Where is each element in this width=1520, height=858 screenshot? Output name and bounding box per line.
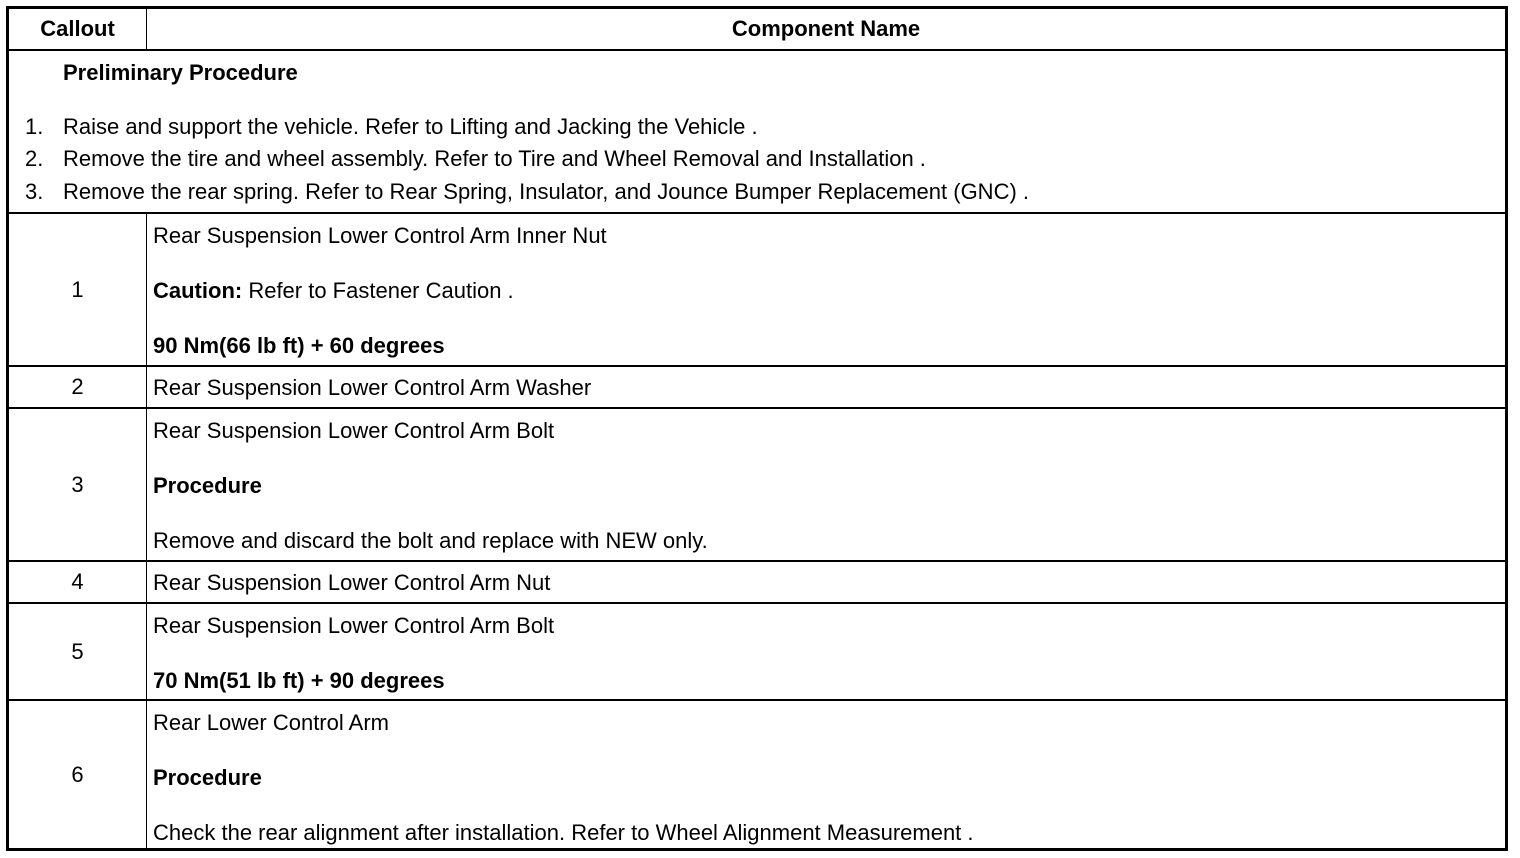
step-text: Remove the tire and wheel assembly. Refer to Tire and Wheel Removal and Installation . [63, 146, 926, 171]
callout-number: 1 [9, 214, 147, 365]
procedure-text: Check the rear alignment after installation. Refer to Wheel Alignment Measurement . [153, 820, 974, 845]
component-name: Rear Suspension Lower Control Arm Bolt [153, 418, 555, 443]
procedure-label: Procedure [153, 473, 262, 498]
component-cell [147, 214, 1505, 365]
callout-number: 5 [9, 604, 147, 699]
component-cell [147, 701, 1505, 848]
preliminary-step [25, 145, 926, 173]
step-number: 3. [25, 179, 44, 204]
component-cell [147, 562, 1505, 602]
preliminary-procedure-title: Preliminary Procedure [63, 60, 298, 85]
component-name: Rear Suspension Lower Control Arm Inner Nut [153, 223, 607, 248]
procedure-label: Procedure [153, 765, 262, 790]
callout-number: 6 [9, 701, 147, 848]
callout-number: 2 [9, 367, 147, 407]
procedure-text: Remove and discard the bolt and replace with NEW only. [153, 528, 708, 553]
step-text: Raise and support the vehicle. Refer to Lifting and Jacking the Vehicle . [63, 114, 758, 139]
table-row [9, 562, 1505, 604]
header-callout: Callout [9, 9, 147, 49]
component-name: Rear Suspension Lower Control Arm Washer [153, 375, 592, 400]
component-cell [147, 604, 1505, 699]
preliminary-procedure-row [9, 51, 1505, 214]
preliminary-step [25, 113, 758, 141]
step-number: 1. [25, 114, 44, 139]
table-row [9, 409, 1505, 562]
callout-number: 3 [9, 409, 147, 560]
torque-spec: 90 Nm(66 lb ft) + 60 degrees [153, 333, 445, 358]
component-name: Rear Lower Control Arm [153, 710, 389, 735]
component-name: Rear Suspension Lower Control Arm Bolt [153, 613, 555, 638]
step-number: 2. [25, 146, 44, 171]
caution-text: Refer to Fastener Caution . [242, 278, 514, 303]
caution-label: Caution: [153, 278, 243, 303]
component-cell [147, 367, 1505, 407]
step-text: Remove the rear spring. Refer to Rear Spring, Insulator, and Jounce Bumper Replacement (GNC) . [63, 179, 1030, 204]
table-row [9, 367, 1505, 409]
header-component-name: Component Name [731, 16, 921, 41]
torque-spec: 70 Nm(51 lb ft) + 90 degrees [153, 668, 445, 693]
table-row [9, 701, 1505, 848]
preliminary-step [25, 178, 1029, 206]
table-row [9, 214, 1505, 367]
table-row [9, 604, 1505, 701]
component-cell [147, 409, 1505, 560]
component-name: Rear Suspension Lower Control Arm Nut [153, 570, 551, 595]
callout-number: 4 [9, 562, 147, 602]
caution-line [153, 277, 514, 305]
component-table [6, 6, 1508, 851]
table-header-row [9, 9, 1505, 51]
